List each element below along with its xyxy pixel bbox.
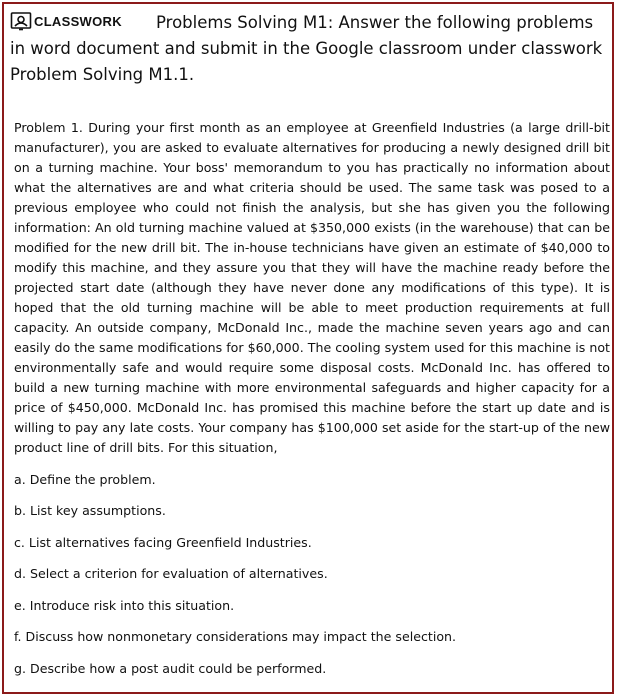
classwork-label: CLASSWORK bbox=[34, 13, 122, 29]
header bbox=[10, 10, 610, 88]
task-item-d: d. Select a criterion for evaluation of alternatives. bbox=[14, 566, 328, 581]
classwork-badge bbox=[10, 10, 122, 32]
task-item-c: c. List alternatives facing Greenfield Industries. bbox=[14, 534, 312, 550]
task-item-f: f. Discuss how nonmonetary considerations may impact the selection. bbox=[14, 629, 457, 644]
classwork-icon bbox=[10, 10, 32, 32]
task-item-g: g. Describe how a post audit could be performed. bbox=[14, 660, 327, 676]
problem-statement: Problem 1. During your first month as an employee at Greenfield Industries (a large drill-bit manufacturer), you are asked to evaluate alternatives for producing a newly designed drill bit on a turning machine. Your boss' memorandum to you has practically no information about what the alternatives are and what criteria should be used. The same task was posed to a previous employee who could not finish the analysis, but she has given you the following information: An old turning machine valued at $350,000 exists (in the warehouse) that can be modified for the new drill bit. The in-house technicians have given an estimate of $40,000 to modify this machine, and they assure you that they will have the machine ready before the projected start date (although they have never done any modifications of this type). It is hoped that the old turning machine will be able to meet production requirements at full capacity. An outside company, McDonald Inc., made the machine seven years ago and can easily do the same modifications for $60,000. The cooling system used for this machine is not environmentally safe and would require some disposal costs. McDonald Inc. has offered to build a new turning machine with more environmental safeguards and higher capacity for a price of $450,000. McDonald Inc. has promised this machine before the start up date and is willing to pay any late costs. Your company has $100,000 set aside for the start-up of the new product line of drill bits. For this situation, bbox=[14, 120, 610, 455]
task-item-a: a. Define the problem. bbox=[14, 471, 156, 487]
problem-body bbox=[14, 118, 610, 679]
task-item-e: e. Introduce risk into this situation. bbox=[14, 597, 235, 613]
document-frame bbox=[2, 2, 614, 694]
task-item-b: b. List key assumptions. bbox=[14, 503, 166, 518]
page-title: Problems Solving M1: Answer the following problems in word document and submit in the Google classroom under classwork Problem Solving M1.1. bbox=[10, 13, 603, 84]
